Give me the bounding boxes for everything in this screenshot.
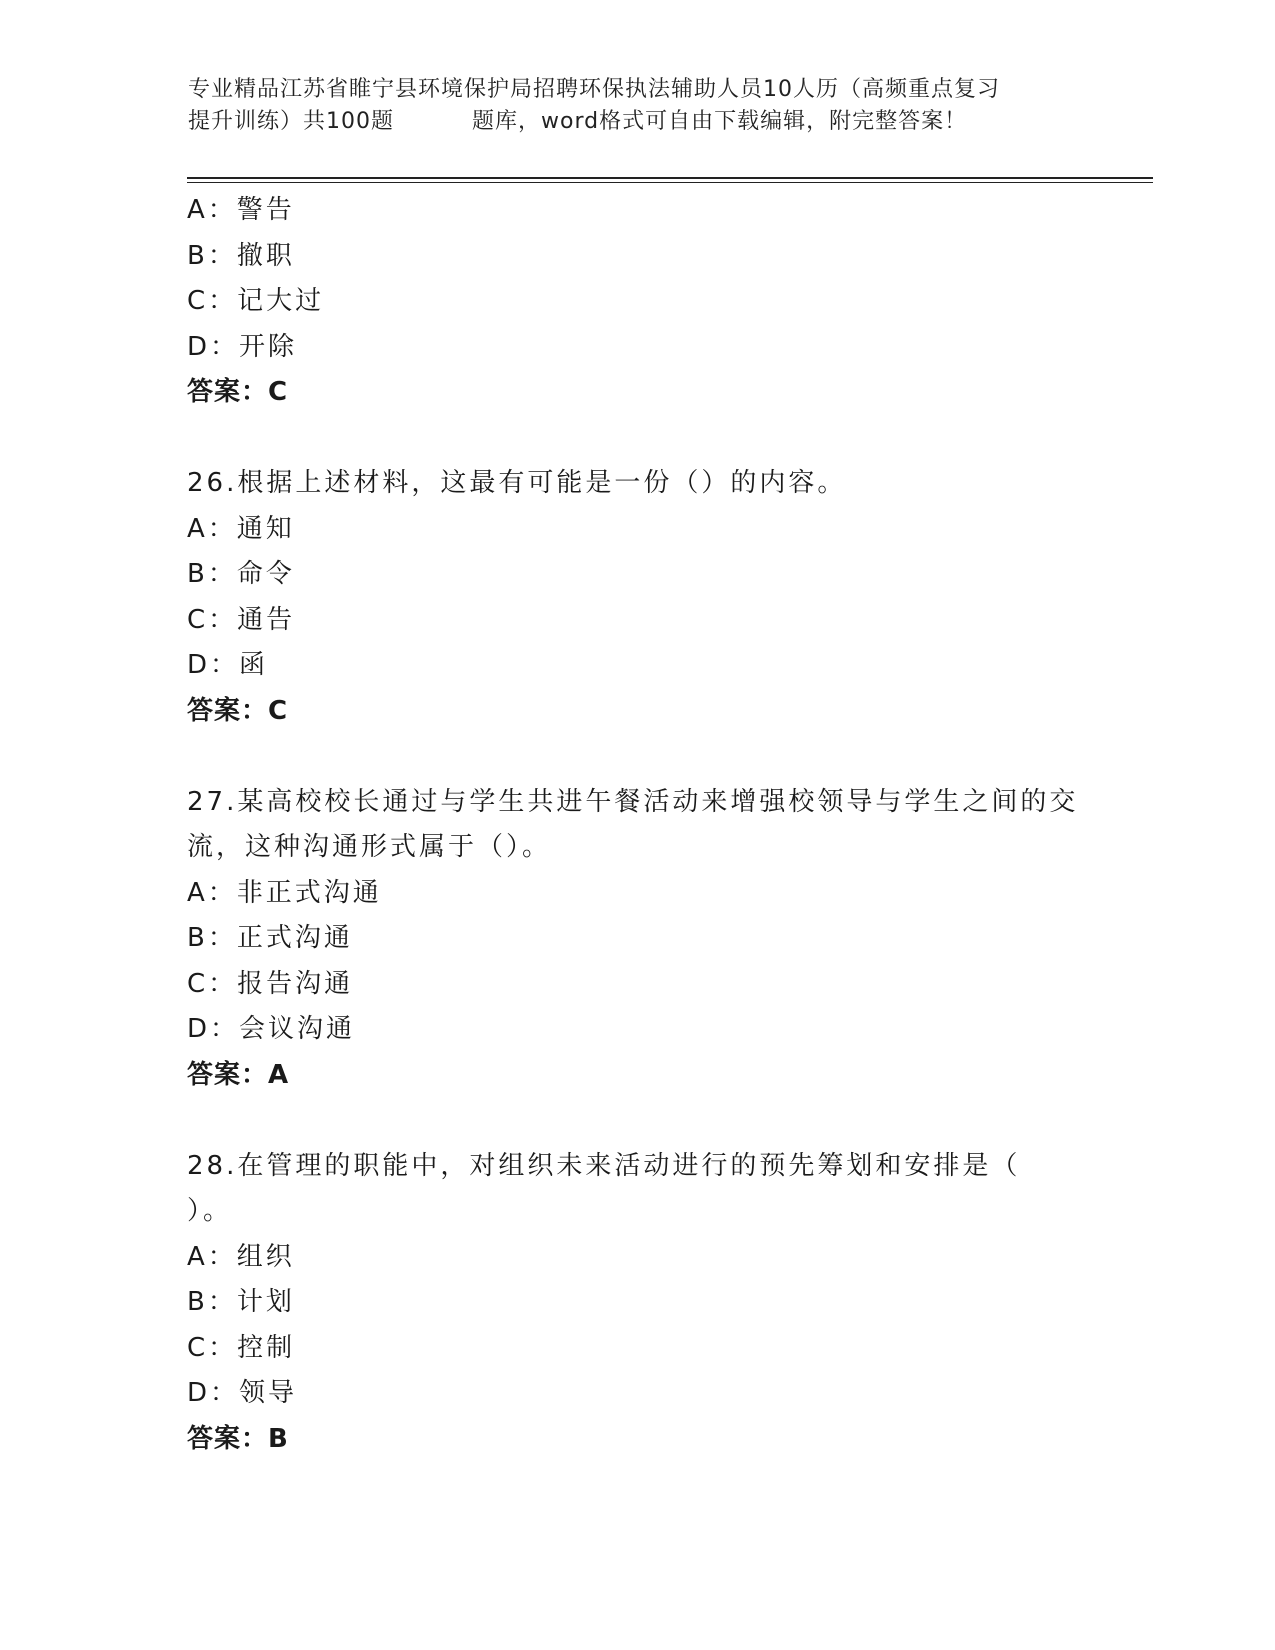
option-d: D：会议沟通 (187, 1014, 356, 1044)
answer: 答案：A (187, 1059, 290, 1090)
question-stem-line-1: 27.某高校校长通过与学生共进午餐活动来增强校领导与学生之间的交 (187, 786, 1079, 817)
option-d: D：开除 (187, 331, 298, 362)
question-stem-line-2: ）。 (187, 1196, 233, 1226)
answer: 答案：C (187, 695, 289, 726)
header-rule-thick (187, 177, 1153, 179)
option-a: A：组织 (187, 1241, 295, 1272)
option-b: B：正式沟通 (187, 923, 353, 953)
option-b: B：撤职 (187, 240, 295, 271)
question-stem: 26.根据上述材料，这最有可能是一份（）的内容。 (187, 468, 847, 498)
option-c: C：记大过 (187, 286, 325, 316)
option-c: C：报告沟通 (187, 968, 354, 999)
option-a: A：非正式沟通 (187, 877, 382, 908)
question-25 (187, 188, 1087, 416)
answer: 答案：C (187, 377, 289, 407)
page-header (188, 74, 1088, 138)
option-a: A：警告 (187, 195, 295, 225)
option-c: C：通告 (187, 604, 296, 635)
question-28 (187, 1144, 1087, 1463)
option-a: A：通知 (187, 513, 295, 544)
header-line-2-part-a: 提升训练）共100题 (188, 109, 394, 134)
option-d: D：领导 (187, 1378, 298, 1408)
header-line-2-part-b: 题库，word格式可自由下载编辑，附完整答案！ (472, 109, 968, 134)
option-b: B：计划 (187, 1287, 295, 1317)
question-stem-line-2: 流，这种沟通形式属于（）。 (187, 832, 552, 862)
answer: 答案：B (187, 1423, 289, 1454)
question-26 (187, 461, 1087, 734)
header-rule-thin (187, 182, 1153, 183)
question-stem-line-1: 28.在管理的职能中，对组织未来活动进行的预先筹划和安排是（ (187, 1150, 1021, 1181)
option-c: C：控制 (187, 1332, 296, 1363)
question-27 (187, 780, 1087, 1099)
option-b: B：命令 (187, 559, 295, 589)
question-list (187, 188, 1087, 1462)
option-d: D：函 (187, 650, 269, 680)
header-line-2 (188, 106, 1088, 138)
header-line-1: 专业精品江苏省睢宁县环境保护局招聘环保执法辅助人员10人历（高频重点复习 (188, 77, 1000, 102)
